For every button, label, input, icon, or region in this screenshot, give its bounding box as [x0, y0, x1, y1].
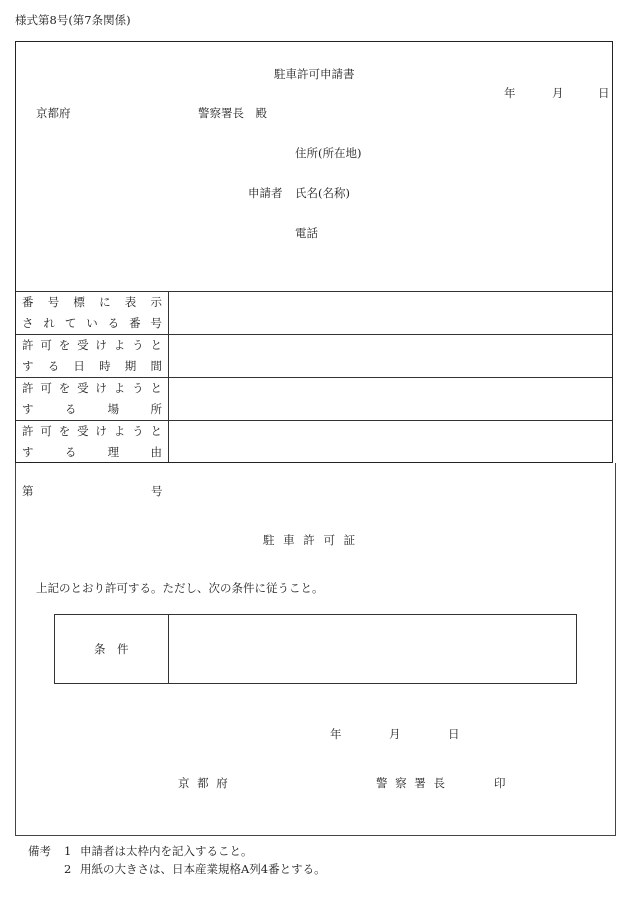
permit-number-suffix: 号 — [151, 484, 163, 498]
seal-mark: 印 — [494, 776, 506, 790]
condition-field[interactable] — [171, 617, 573, 681]
column-divider — [168, 291, 169, 462]
applicant-label: 申請者 — [248, 186, 283, 200]
form-number: 様式第8号(第7条関係) — [15, 13, 131, 27]
issuer-chief: 警 察 署 長 — [376, 776, 445, 790]
note-number: 2 — [64, 862, 72, 876]
place-field[interactable] — [170, 379, 610, 419]
row-label-line: されている番号 — [22, 316, 162, 330]
condition-label: 条 件 — [94, 642, 129, 656]
condition-table — [54, 614, 577, 684]
notes-label: 備考 — [28, 844, 51, 858]
application-title: 駐車許可申請書 — [274, 67, 355, 81]
row-label-period — [22, 335, 162, 377]
permit-number-prefix: 第 — [22, 484, 34, 498]
reason-field[interactable] — [170, 422, 610, 462]
row-label-line: 許可を受けようと — [22, 338, 162, 352]
issuer-prefecture: 京 都 府 — [178, 776, 228, 790]
row-label-line: 許可を受けようと — [22, 381, 162, 395]
condition-divider — [168, 615, 169, 683]
row-label-line: 番号標に表示 — [22, 295, 162, 309]
addressee-prefecture: 京都府 — [36, 106, 71, 120]
period-field[interactable] — [170, 336, 610, 376]
row-label-place — [22, 378, 162, 420]
row-label-line: 許可を受けようと — [22, 424, 162, 438]
row-label-plate-number — [22, 292, 162, 334]
row-label-line: する理由 — [22, 445, 162, 459]
permit-statement: 上記のとおり許可する。ただし、次の条件に従うこと。 — [36, 581, 324, 595]
note-text: 用紙の大きさは、日本産業規格A列4番とする。 — [80, 862, 326, 876]
permit-date-month: 月 — [389, 727, 401, 741]
application-date-day: 日 — [598, 86, 610, 100]
application-date-year: 年 — [504, 86, 516, 100]
permit-title: 駐 車 許 可 証 — [263, 533, 356, 547]
phone-label: 電話 — [295, 226, 318, 240]
row-label-line: する場所 — [22, 402, 162, 416]
plate-number-field[interactable] — [170, 293, 610, 333]
note-text: 申請者は太枠内を記入すること。 — [80, 844, 253, 858]
note-number: 1 — [64, 844, 72, 858]
row-label-reason — [22, 421, 162, 463]
application-date-month: 月 — [552, 86, 564, 100]
permit-date-day: 日 — [448, 727, 460, 741]
address-label: 住所(所在地) — [295, 146, 362, 160]
permit-date-year: 年 — [330, 727, 342, 741]
addressee-chief: 警察署長 殿 — [198, 106, 267, 120]
name-label: 氏名(名称) — [295, 186, 350, 200]
row-label-line: する日時期間 — [22, 359, 162, 373]
